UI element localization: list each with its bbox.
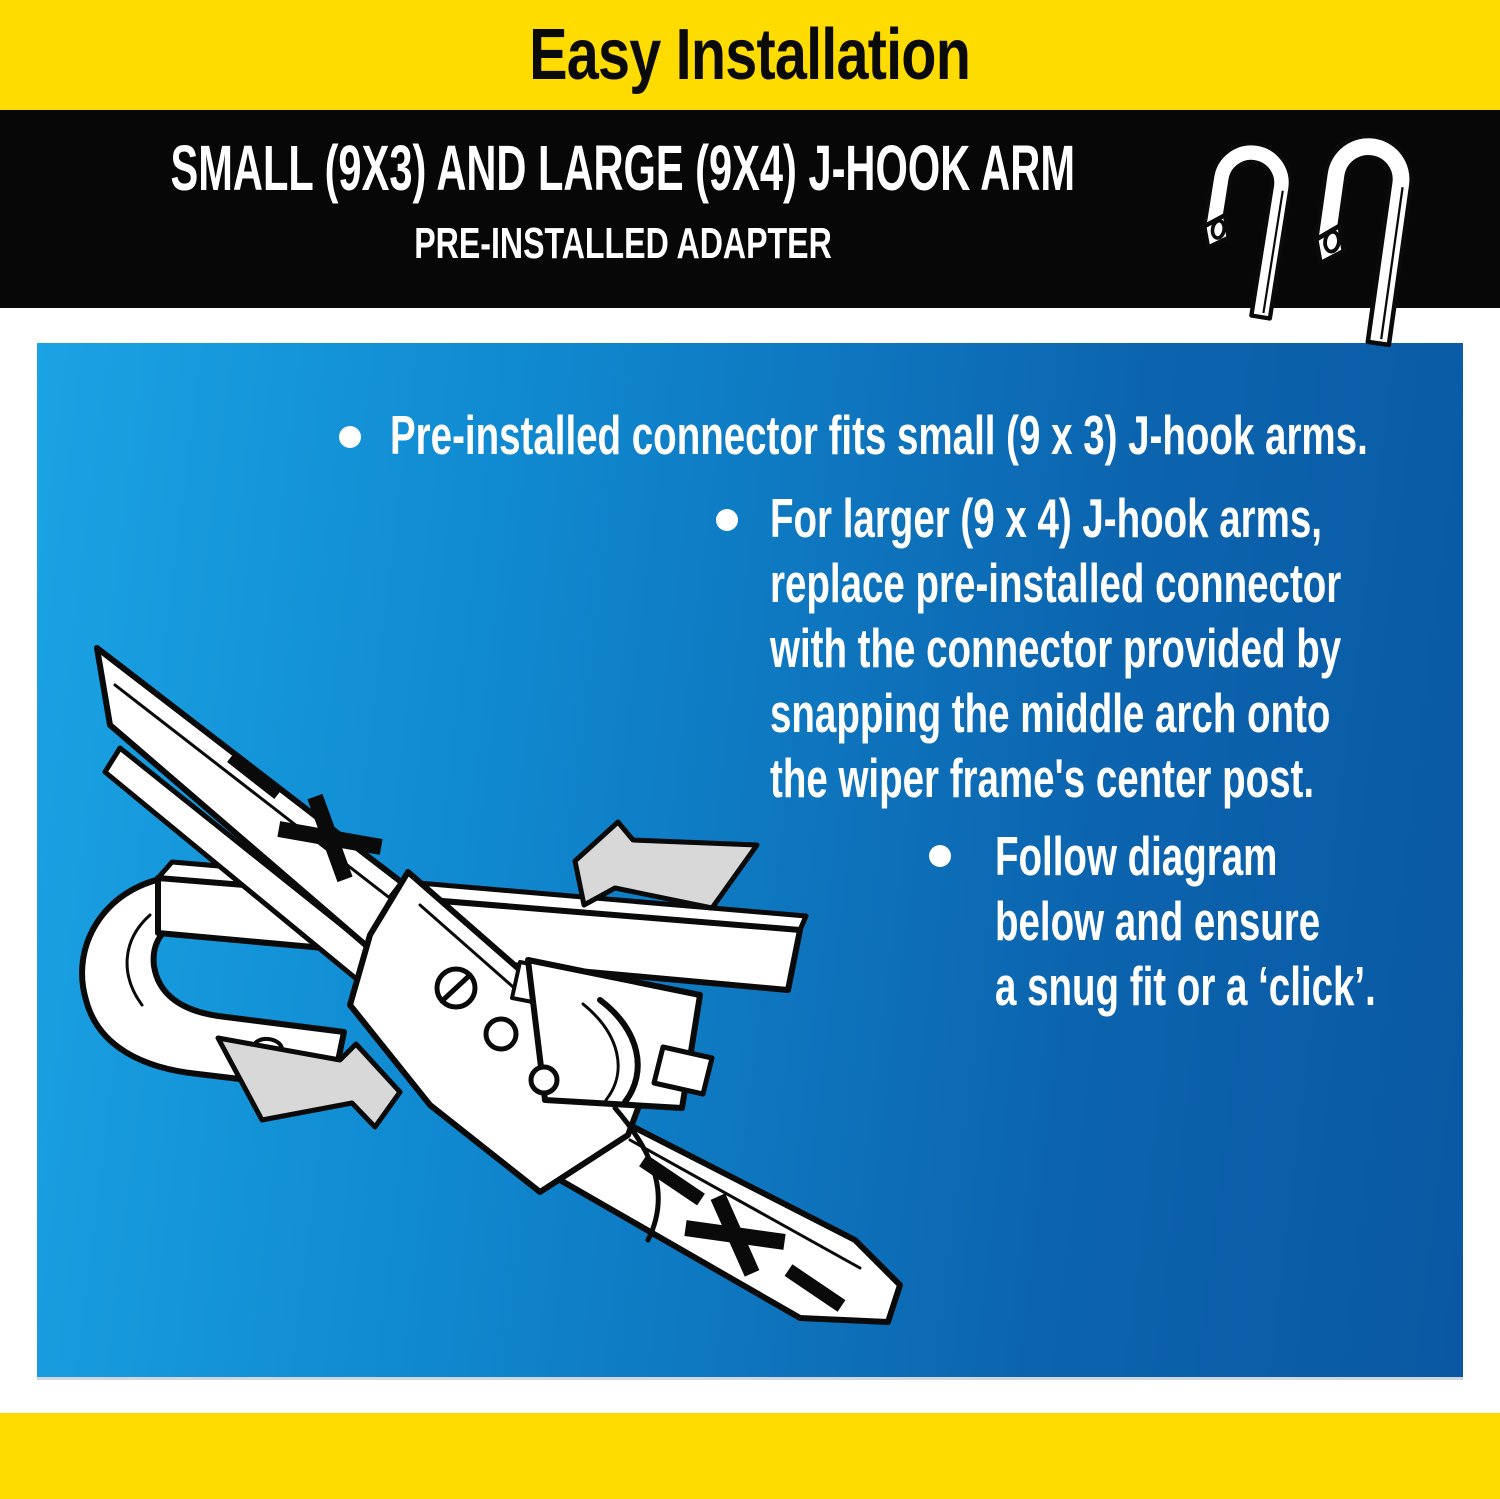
page-title: Easy Installation [529,15,971,95]
bullet-dot [339,426,361,448]
j-hook-icons [1192,126,1492,356]
top-banner [0,0,1500,110]
bottom-banner [0,1413,1500,1499]
bullet-1-text: Pre-installed connector fits small (9 x 3) J-hook arms. [390,404,1368,466]
bullet-3-text: Follow diagram below and ensure a snug fit or a ‘click’. [995,825,1376,1017]
header-title: SMALL (9X3) AND LARGE (9X4) J-HOOK ARM [170,132,1075,204]
arrow-left-icon [575,822,757,908]
bullet-dot [929,845,951,867]
j-hook-small-icon [1192,138,1297,319]
header-subtitle: PRE-INSTALLED ADAPTER [413,219,832,268]
instruction-panel [37,343,1463,1377]
bullet-dot [716,509,738,531]
j-hook-large-icon [1303,130,1417,345]
header-text-group [0,110,1245,308]
bullet-2-text: For larger (9 x 4) J-hook arms, replace pre-installed connector with the connector provided by snapping the middle arch onto the wiper frame's center post. [770,487,1342,809]
